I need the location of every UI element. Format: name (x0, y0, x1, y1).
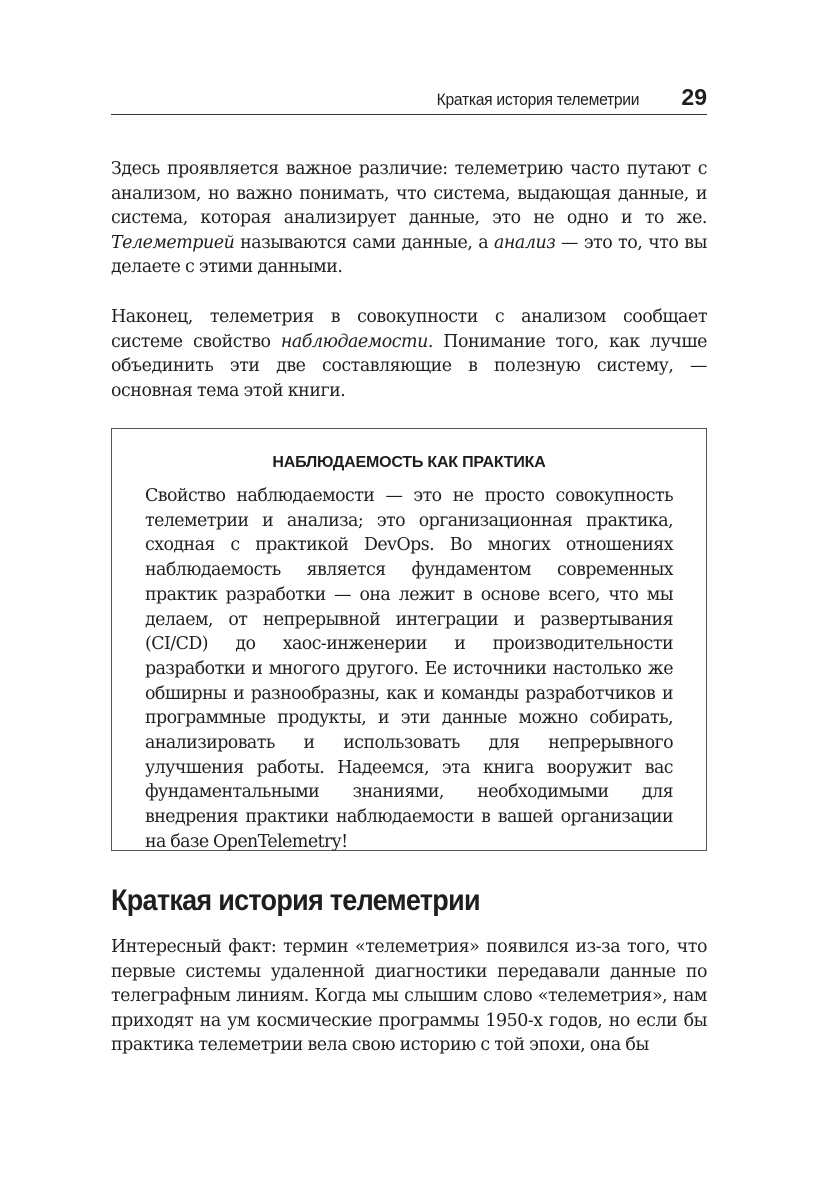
sidebar-box (111, 428, 707, 851)
paragraph-text: — это то, что вы делаете с этими данными. (111, 232, 707, 278)
running-title: Краткая история телеметрии (436, 90, 639, 109)
italic-term-observability: наблюдаемости (280, 331, 428, 352)
paragraph-observability (111, 305, 707, 403)
paragraph-text: . Понимание того, как лучше объединить эти две составляющие в полезную систему, — основная тема этой книги. (111, 331, 707, 401)
paragraph-text: Здесь проявляется важное различие: телеметрию часто путают с анализом, но важно понимать, что система, выдающая данные, и система, которая анализирует данные, это не одно и то же. (111, 159, 707, 229)
section-heading: Краткая история телеметрии (111, 884, 480, 917)
italic-term-analysis: анализ (493, 232, 556, 253)
running-header (111, 84, 707, 115)
paragraph-history: Интересный факт: термин «телеметрия» появился из-за того, что первые системы удаленной диагностики передавали данные по телеграфным линиям. Когда мы слышим слово «телеметрия», нам приходят на ум космические программы 1950-х годов, но если бы практика телеметрии вела свою историю с той эпохи, она бы (111, 937, 707, 1056)
paragraph-text: Наконец, телеметрия в совокупности с анализом сообщает системе свойство (111, 307, 707, 352)
sidebar-title: НАБЛЮДАЕМОСТЬ КАК ПРАКТИКА (272, 454, 546, 471)
paragraph-text: называются сами данные, а (234, 232, 494, 253)
sidebar-text: Свойство наблюдаемости — это не просто совокупность телеметрии и анализа; это организационная практика, сходная с практикой DevOps. Во многих отношениях наблюдаемость является фундаментом современных практик разработки — она лежит в основе всего, что мы делаем, от непрерывной интеграции и развертывания (CI/CD) до хаос-инженерии и производительности разработки и многого другого. Ее источники настолько же обширны и разнообразны, как и команды разработчиков и программные продукты, и эти данные можно собирать, анализировать и использовать для непрерывного улучшения работы. Надеемся, эта книга вооружит вас фундаментальными знаниями, необходимыми для внедрения практики наблюдаемости в вашей организации на базе OpenTelemetry! (145, 486, 673, 852)
page-number: 29 (681, 84, 707, 110)
italic-term-telemetry: Телеметрией (111, 232, 235, 253)
paragraph-telemetry-vs-analysis (111, 157, 707, 280)
